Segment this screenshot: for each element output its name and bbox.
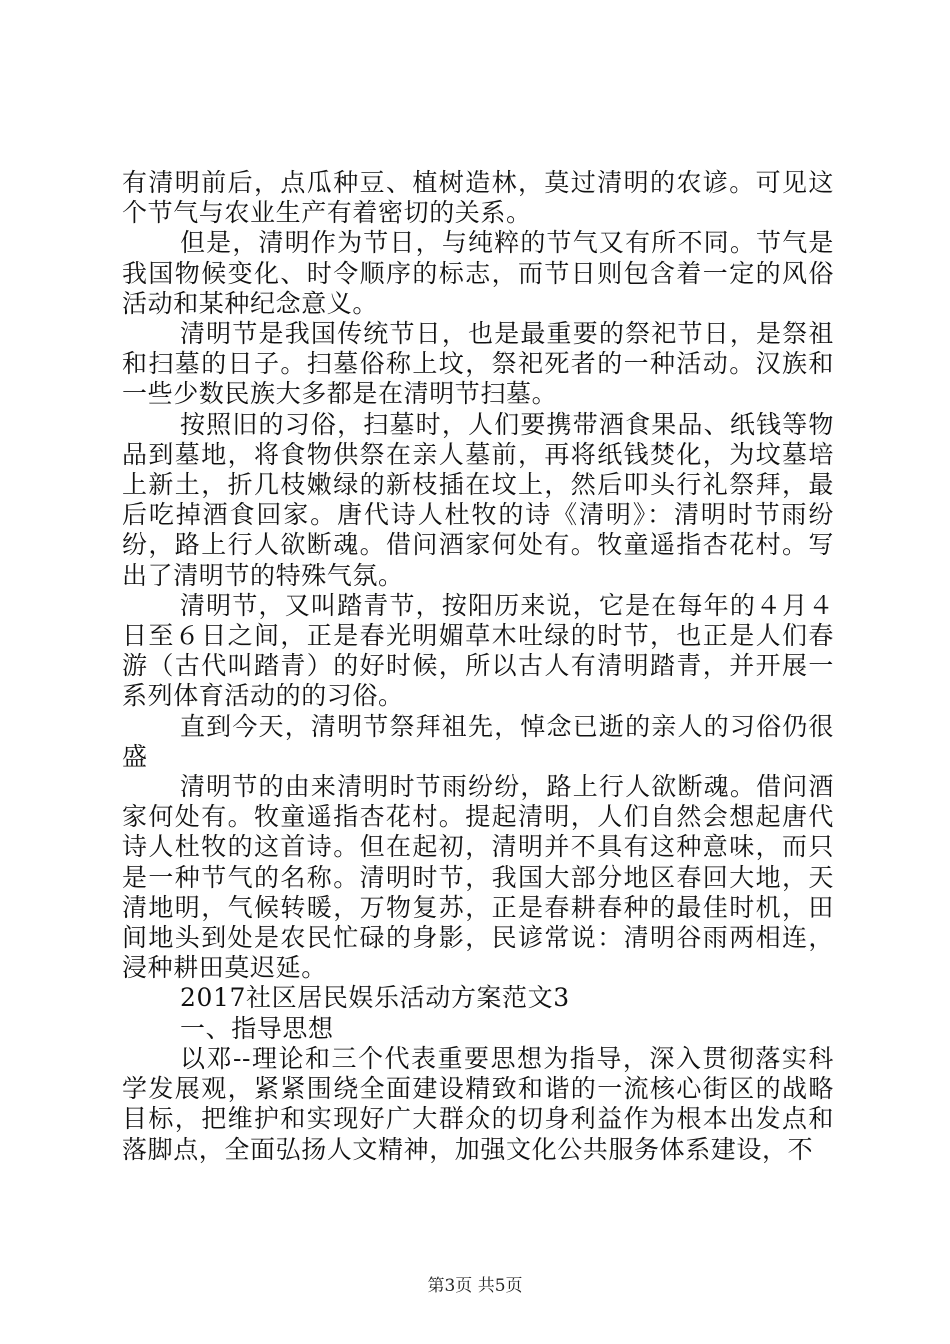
paragraph: 以邓--理论和三个代表重要思想为指导，深入贯彻落实科学发展观，紧紧围绕全面建设精致和谐的一流核心街区的战略目标，把维护和实现好广大群众的切身利益作为根本出发点和落脚点，全面弘扬人文精神，加强文化公共服务体系建设，不	[122, 1043, 834, 1164]
section-title: 2017社区居民娱乐活动方案范文3	[180, 983, 570, 1013]
document-body	[122, 168, 834, 1165]
section-heading: 一、指导思想	[180, 1013, 334, 1043]
paragraph: 清明节的由来清明时节雨纷纷，路上行人欲断魂。借问酒家何处有。牧童遥指杏花村。提起清明，人们自然会想起唐代诗人杜牧的这首诗。但在起初，清明并不具有这种意味，而只是一种节气的名称。清明时节，我国大部分地区春回大地，天清地明，气候转暖，万物复苏，正是春耕春种的最佳时机，田间地头到处是农民忙碌的身影，民谚常说：清明谷雨两相连，浸种耕田莫迟延。	[122, 772, 834, 983]
paragraph: 但是，清明作为节日，与纯粹的节气又有所不同。节气是我国物候变化、时令顺序的标志，而节日则包含着一定的风俗活动和某种纪念意义。	[122, 228, 834, 318]
paragraph: 有清明前后，点瓜种豆、植树造林，莫过清明的农谚。可见这个节气与农业生产有着密切的关系。	[122, 168, 834, 228]
paragraph: 直到今天，清明节祭拜祖先，悼念已逝的亲人的习俗仍很盛	[122, 711, 834, 771]
page-number-footer: 第3页 共5页	[427, 1276, 523, 1296]
paragraph: 清明节是我国传统节日，也是最重要的祭祀节日，是祭祖和扫墓的日子。扫墓俗称上坟，祭祀死者的一种活动。汉族和一些少数民族大多都是在清明节扫墓。	[122, 319, 834, 409]
paragraph: 清明节，又叫踏青节，按阳历来说，它是在每年的４月４日至６日之间，正是春光明媚草木吐绿的时节，也正是人们春游（古代叫踏青）的好时候，所以古人有清明踏青，并开展一系列体育活动的的习俗。	[122, 590, 834, 711]
paragraph: 按照旧的习俗，扫墓时，人们要携带酒食果品、纸钱等物品到墓地，将食物供祭在亲人墓前，再将纸钱焚化，为坟墓培上新土，折几枝嫩绿的新枝插在坟上，然后叩头行礼祭拜，最后吃掉酒食回家。唐代诗人杜牧的诗《清明》：清明时节雨纷纷，路上行人欲断魂。借问酒家何处有。牧童遥指杏花村。写出了清明节的特殊气氛。	[122, 409, 834, 590]
